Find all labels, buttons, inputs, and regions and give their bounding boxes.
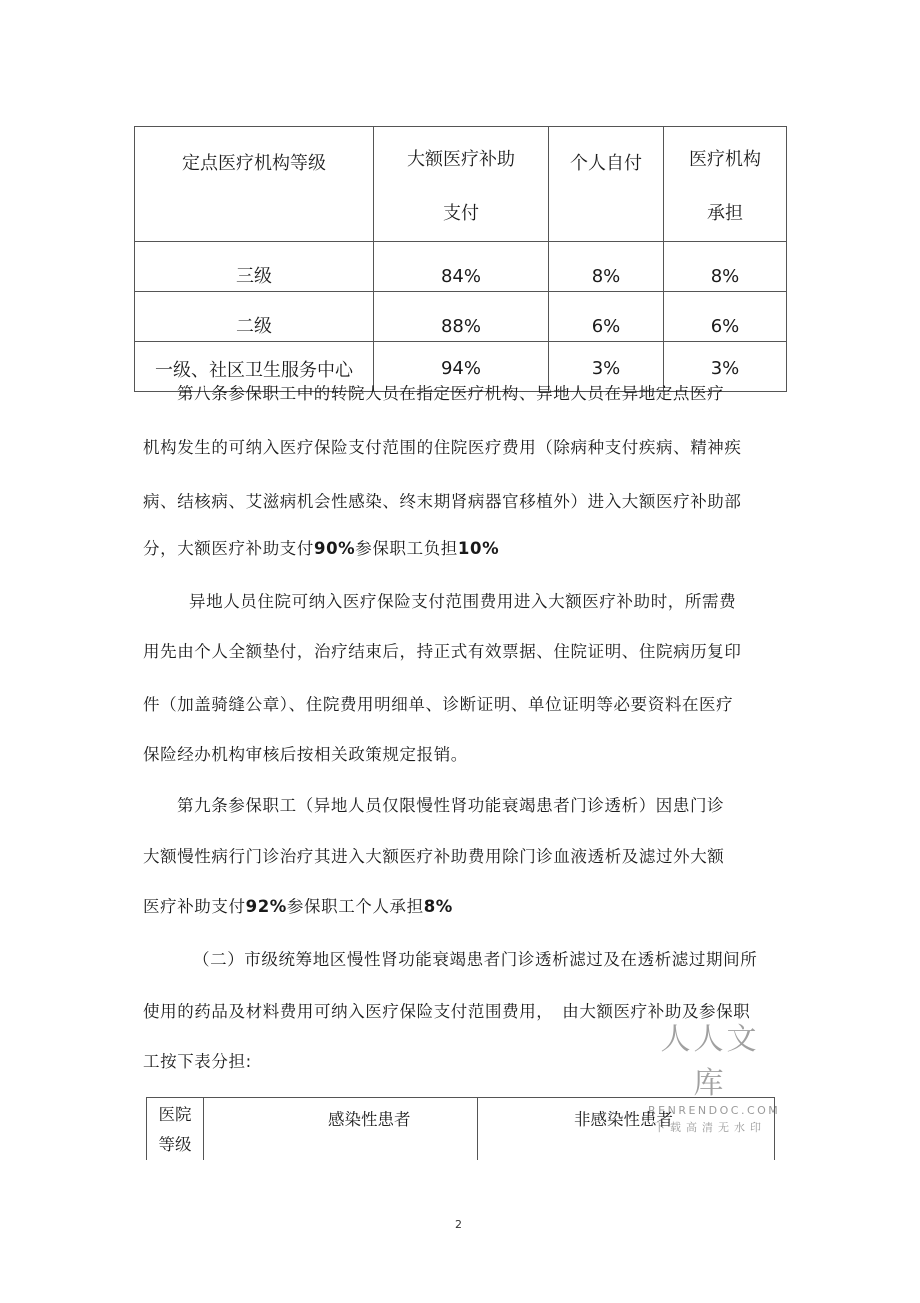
article9-line3 [143, 893, 453, 917]
watermark-domain: RENRENDOC.COM [648, 1104, 781, 1117]
article9-text: 参保职工个人承担 [286, 897, 424, 916]
row-personal: 3% [549, 342, 664, 392]
table-row [135, 292, 787, 342]
header-subsidy [374, 127, 549, 242]
article8-line4 [143, 535, 499, 559]
header-level [135, 127, 374, 242]
article8-line3: 病、结核病、艾滋病机会性感染、终末期肾病器官移植外）进入大额医疗补助部 [143, 492, 742, 511]
article9-personal-rate: 8% [423, 897, 453, 916]
row-level: 二级 [135, 292, 374, 342]
watermark-title: 人人文库 [660, 1022, 760, 1101]
row-institution: 6% [664, 292, 787, 342]
row-personal: 8% [549, 242, 664, 292]
row-institution: 8% [664, 242, 787, 292]
header-hospital-level [147, 1098, 204, 1161]
row-subsidy: 94% [374, 342, 549, 392]
row-subsidy: 84% [374, 242, 549, 292]
article9-text: 医疗补助支付 [143, 897, 246, 916]
table-row [135, 242, 787, 292]
header-infectious: 感染性患者 [204, 1098, 478, 1161]
article8-line1: 第八条参保职工中的转院人员在指定医疗机构、异地人员在异地定点医疗 [177, 384, 725, 403]
article8-subsidy-rate: 90% [314, 539, 356, 558]
row-institution: 3% [664, 342, 787, 392]
article8-text: 分，大额医疗补助支付 [143, 539, 314, 558]
reimbursement-ratio-table [134, 126, 787, 392]
row-level: 三级 [135, 242, 374, 292]
section2-line1: （二）市级统筹地区慢性肾功能衰竭患者门诊透析滤过及在透析滤过期间所 [193, 950, 758, 969]
dialysis-cost-table [146, 1097, 781, 1160]
header-institution [664, 127, 787, 242]
header-personal-text: 个人自付 [570, 153, 642, 174]
table-header-row [135, 127, 787, 242]
header-level-text: 定点医疗机构等级 [182, 153, 326, 174]
header-subsidy-line1: 大额医疗补助 [407, 149, 515, 170]
remote-line3: 件（加盖骑缝公章）、住院费用明细单、诊断证明、单位证明等必要资料在医疗 [143, 695, 734, 714]
article9-line1: 第九条参保职工（异地人员仅限慢性肾功能衰竭患者门诊透析）因患门诊 [177, 796, 725, 815]
article8-text: 参保职工负担 [355, 539, 458, 558]
header-hospital-level-line1: 医院 [158, 1105, 192, 1124]
page-number: 2 [455, 1218, 462, 1231]
row-level: 一级、社区卫生服务中心 [135, 342, 374, 392]
article8-personal-rate: 10% [457, 539, 500, 558]
row-subsidy: 88% [374, 292, 549, 342]
watermark-slogan: 下载高清无水印 [654, 1121, 766, 1134]
section2-line2: 使用的药品及材料费用可纳入医疗保险支付范围费用， 由大额医疗补助及参保职 [143, 1002, 751, 1021]
row-personal: 6% [549, 292, 664, 342]
header-institution-line2: 承担 [707, 203, 743, 224]
article8-line2: 机构发生的可纳入医疗保险支付范围的住院医疗费用（除病种支付疾病、精神疾 [143, 438, 742, 457]
header-institution-line1: 医疗机构 [689, 149, 761, 170]
article9-line2: 大额慢性病行门诊治疗其进入大额医疗补助费用除门诊血液透析及滤过外大额 [143, 847, 725, 866]
remote-line2: 用先由个人全额垫付，治疗结束后，持正式有效票据、住院证明、住院病历复印 [143, 642, 742, 661]
article9-subsidy-rate: 92% [245, 897, 287, 916]
header-hospital-level-line2: 等级 [158, 1135, 192, 1154]
header-personal [549, 127, 664, 242]
header-non-infectious: 非感染性患者 [478, 1098, 775, 1161]
remote-line4: 保险经办机构审核后按相关政策规定报销。 [143, 745, 468, 764]
table-header-row [147, 1098, 775, 1161]
section2-line3: 工按下表分担: [143, 1052, 252, 1071]
remote-line1: 异地人员住院可纳入医疗保险支付范围费用进入大额医疗补助时，所需费 [189, 592, 737, 611]
header-subsidy-line2: 支付 [443, 203, 479, 224]
